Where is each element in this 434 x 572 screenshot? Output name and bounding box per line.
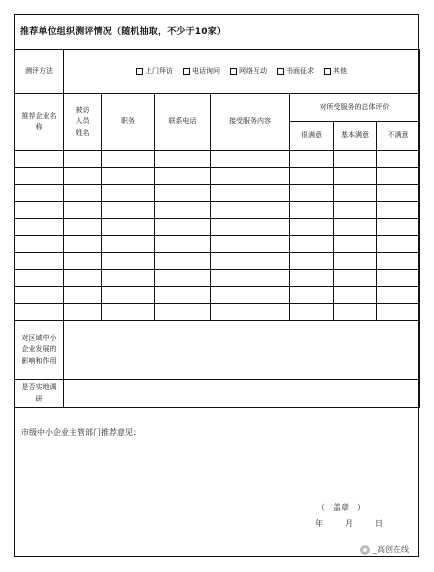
date-line — [315, 518, 383, 529]
method-label: 测评方法 — [15, 50, 64, 94]
header-basic: 基本满意 — [334, 122, 377, 151]
table-cell[interactable] — [290, 219, 334, 236]
table-cell[interactable] — [290, 168, 334, 185]
visit-row — [15, 380, 420, 408]
table-cell[interactable] — [102, 287, 155, 304]
table-cell[interactable] — [377, 304, 420, 321]
table-cell[interactable] — [211, 202, 290, 219]
table-cell[interactable] — [64, 202, 102, 219]
table-cell[interactable] — [155, 270, 211, 287]
table-cell[interactable] — [15, 304, 64, 321]
table-row — [15, 253, 420, 270]
table-cell[interactable] — [64, 270, 102, 287]
table-cell[interactable] — [334, 253, 377, 270]
table-cell[interactable] — [211, 304, 290, 321]
table-row — [15, 151, 420, 168]
table-row — [15, 270, 420, 287]
table-cell[interactable] — [334, 202, 377, 219]
table-cell[interactable] — [64, 219, 102, 236]
table-cell[interactable] — [334, 151, 377, 168]
table-cell[interactable] — [377, 287, 420, 304]
table-row — [15, 168, 420, 185]
method-option[interactable]: 电话询问 — [183, 67, 220, 76]
table-cell[interactable] — [211, 287, 290, 304]
table-cell[interactable] — [334, 168, 377, 185]
header-unit: 推荐企业名称 — [15, 94, 64, 151]
table-cell[interactable] — [290, 151, 334, 168]
header-position: 职务 — [102, 94, 155, 151]
table-row — [15, 202, 420, 219]
seal-label: （ 盖章 ） — [317, 503, 365, 512]
header-evaluation: 对所受服务的总体评价 — [290, 94, 420, 122]
checkbox-icon[interactable] — [324, 68, 331, 75]
table-cell[interactable] — [334, 236, 377, 253]
table-cell[interactable] — [377, 151, 420, 168]
table-cell[interactable] — [334, 219, 377, 236]
table-cell[interactable] — [102, 168, 155, 185]
table-cell[interactable] — [211, 151, 290, 168]
table-cell[interactable] — [155, 236, 211, 253]
header-service: 接受服务内容 — [211, 94, 290, 151]
table-row — [15, 219, 420, 236]
table-row — [15, 304, 420, 321]
table-cell[interactable] — [102, 304, 155, 321]
table-cell[interactable] — [102, 185, 155, 202]
table-cell[interactable] — [377, 236, 420, 253]
table-cell[interactable] — [211, 185, 290, 202]
method-option[interactable]: 上门拜访 — [136, 67, 173, 76]
table-cell[interactable] — [64, 304, 102, 321]
visit-label: 是否实地调研 — [15, 380, 64, 408]
table-cell[interactable] — [211, 236, 290, 253]
table-cell[interactable] — [102, 253, 155, 270]
table-cell[interactable] — [155, 202, 211, 219]
form-title: 推荐单位组织测评情况（随机抽取，不少于10家） — [20, 27, 227, 37]
method-row — [15, 50, 420, 94]
header-row — [15, 94, 420, 122]
table-cell[interactable] — [15, 168, 64, 185]
method-option[interactable]: 网络互动 — [230, 67, 267, 76]
table-cell[interactable] — [102, 236, 155, 253]
table-cell[interactable] — [155, 287, 211, 304]
date-month: 月 — [345, 519, 353, 528]
table-cell[interactable] — [155, 151, 211, 168]
table-cell[interactable] — [334, 304, 377, 321]
table-cell[interactable] — [64, 185, 102, 202]
evaluation-table — [14, 49, 420, 408]
table-row — [15, 236, 420, 253]
table-cell[interactable] — [290, 185, 334, 202]
table-cell[interactable] — [290, 253, 334, 270]
table-cell[interactable] — [290, 236, 334, 253]
table-cell[interactable] — [334, 270, 377, 287]
table-cell[interactable] — [211, 168, 290, 185]
table-cell[interactable] — [155, 219, 211, 236]
table-cell[interactable] — [155, 304, 211, 321]
table-cell[interactable] — [334, 185, 377, 202]
watermark: _高创在线 — [360, 544, 409, 555]
table-cell[interactable] — [102, 151, 155, 168]
date-year: 年 — [315, 519, 323, 528]
role-label: 对区域中小企业发展的影响和作用 — [15, 321, 64, 380]
table-cell[interactable] — [290, 287, 334, 304]
table-cell[interactable] — [15, 287, 64, 304]
table-cell[interactable] — [377, 168, 420, 185]
opinion-box[interactable] — [14, 411, 419, 557]
header-phone: 联系电话 — [155, 94, 211, 151]
table-cell[interactable] — [290, 270, 334, 287]
table-cell[interactable] — [64, 253, 102, 270]
checkbox-icon[interactable] — [277, 68, 284, 75]
table-cell[interactable] — [64, 287, 102, 304]
table-row — [15, 185, 420, 202]
checkbox-icon[interactable] — [136, 68, 143, 75]
table-cell[interactable] — [290, 304, 334, 321]
table-cell[interactable] — [211, 253, 290, 270]
table-cell[interactable] — [15, 253, 64, 270]
table-cell[interactable] — [64, 168, 102, 185]
checkbox-icon[interactable] — [183, 68, 190, 75]
table-cell[interactable] — [155, 253, 211, 270]
table-cell[interactable] — [377, 185, 420, 202]
table-cell[interactable] — [102, 202, 155, 219]
table-cell[interactable] — [64, 151, 102, 168]
table-cell[interactable] — [64, 236, 102, 253]
table-cell[interactable] — [102, 270, 155, 287]
table-cell[interactable] — [377, 270, 420, 287]
header-satisfied: 很满意 — [290, 122, 334, 151]
table-cell[interactable] — [15, 270, 64, 287]
wechat-icon — [360, 545, 370, 555]
checkbox-icon[interactable] — [230, 68, 237, 75]
method-option[interactable]: 其他 — [324, 67, 347, 76]
table-cell[interactable] — [15, 236, 64, 253]
visit-input[interactable] — [64, 380, 420, 408]
table-cell[interactable] — [15, 219, 64, 236]
date-day: 日 — [375, 519, 383, 528]
table-cell[interactable] — [15, 185, 64, 202]
header-unsatisfied: 不满意 — [377, 122, 420, 151]
table-row — [15, 287, 420, 304]
table-cell[interactable] — [377, 202, 420, 219]
table-cell[interactable] — [377, 253, 420, 270]
method-options-cell — [64, 50, 420, 94]
table-cell[interactable] — [155, 185, 211, 202]
role-input[interactable] — [64, 321, 420, 380]
table-cell[interactable] — [211, 219, 290, 236]
method-option[interactable]: 书面征求 — [277, 67, 314, 76]
opinion-label: 市级中小企业主管部门推荐意见： — [21, 428, 141, 437]
table-cell[interactable] — [102, 219, 155, 236]
table-cell[interactable] — [155, 168, 211, 185]
table-cell[interactable] — [377, 219, 420, 236]
header-person: 被访人员姓名 — [64, 94, 102, 151]
table-cell[interactable] — [290, 202, 334, 219]
table-cell[interactable] — [334, 287, 377, 304]
role-row — [15, 321, 420, 380]
table-cell[interactable] — [15, 202, 64, 219]
table-cell[interactable] — [15, 151, 64, 168]
table-cell[interactable] — [211, 270, 290, 287]
